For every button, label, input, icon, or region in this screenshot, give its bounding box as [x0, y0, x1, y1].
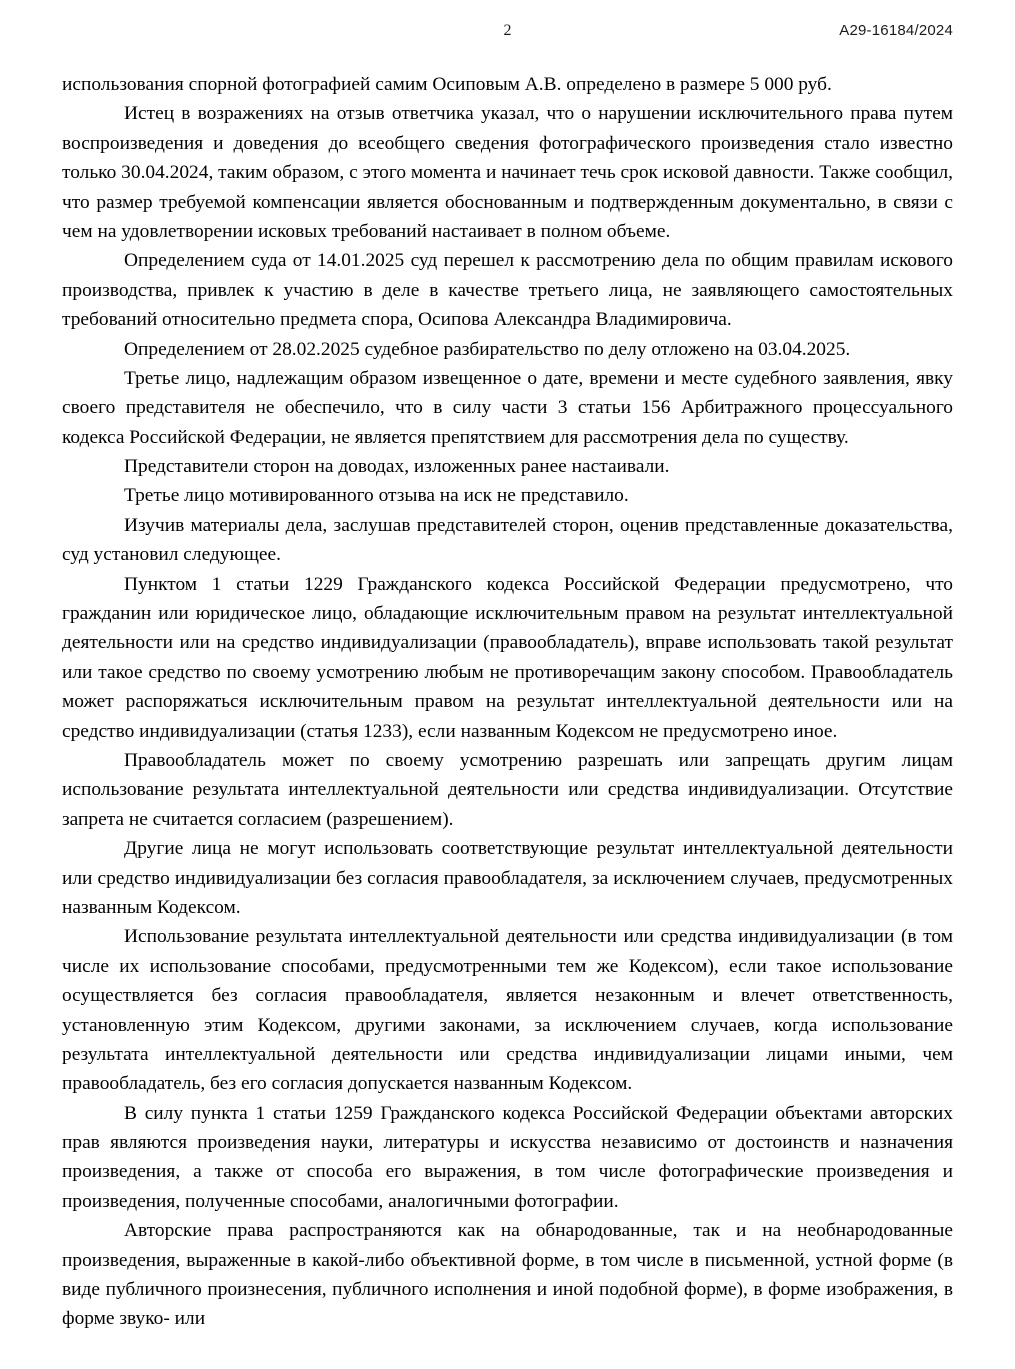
document-paragraph: Другие лица не могут использовать соответствующие результат интеллектуальной деятельности или средство индивидуализации без согласия правообладателя, за исключением случаев, предусмотренных названным Кодексом.	[62, 838, 953, 918]
document-paragraph: Представители сторон на доводах, изложенных ранее настаивали.	[124, 456, 670, 478]
document-paragraph: Использование результата интеллектуальной деятельности или средства индивидуализации (в том числе их использование способами, предусмотренными тем же Кодексом), если такое использование осуществляется без согласия правообладателя, является незаконным и влечет ответственность, установленную этим Кодексом, другими законами, за исключением случаев, когда использование результата интеллектуальной деятельности или средства индивидуализации лицами иными, чем правообладатель, без его согласия допускается названным Кодексом.	[62, 926, 953, 1095]
document-paragraph: Определением от 28.02.2025 судебное разбирательство по делу отложено на 03.04.2025.	[124, 338, 851, 360]
document-paragraph: Изучив материалы дела, заслушав представителей сторон, оценив представленные доказательства, суд установил следующее.	[62, 514, 953, 566]
document-paragraph: Третье лицо мотивированного отзыва на иск не представило.	[124, 485, 629, 507]
document-paragraph: Определением суда от 14.01.2025 суд перешел к рассмотрению дела по общим правилам искового производства, привлек к участию в деле в качестве третьего лица, не заявляющего самостоятельных требований относительно предмета спора, Осипова Александра Владимировича.	[62, 250, 953, 331]
page-header	[62, 22, 953, 56]
document-paragraph: Правообладатель может по своему усмотрению разрешать или запрещать другим лицам использование результата интеллектуальной деятельности или средства индивидуализации. Отсутствие запрета не считается согласием (разрешением).	[62, 749, 953, 830]
document-paragraph: Авторские права распространяются как на обнародованные, так и на необнародованные произведения, выраженные в какой-либо объективной форме, в том числе в письменной, устной форме (в виде публичного произнесения, публичного исполнения и иной подобной форме), в форме изображения, в форме звуко- или	[62, 1220, 953, 1330]
document-paragraph: использования спорной фотографией самим Осиповым А.В. определено в размере 5 000 руб.	[62, 74, 832, 95]
document-paragraph: Третье лицо, надлежащим образом извещенное о дате, времени и месте судебного заявления, явку своего представителя не обеспечило, что в силу части 3 статьи 156 Арбитражного процессуального кодекса Российской Федерации, не является препятствием для рассмотрения дела по существу.	[62, 367, 953, 448]
page-number: 2	[503, 22, 512, 39]
document-body	[62, 70, 953, 1334]
document-paragraph: Истец в возражениях на отзыв ответчика указал, что о нарушении исключительного права путем воспроизведения и доведения до всеобщего сведения фотографического произведения стало известно только 30.04.2024, таким образом, с этого момента и начинает течь срок исковой давности. Также сообщил, что размер требуемой компенсации является обоснованным и подтвержденным документально, в связи с чем на удовлетворении исковых требований настаивает в полном объеме.	[62, 103, 953, 242]
document-paragraph: В силу пункта 1 статьи 1259 Гражданского кодекса Российской Федерации объектами авторских прав являются произведения науки, литературы и искусства независимо от достоинств и назначения произведения, а также от способа его выражения, в том числе фотографические произведения и произведения, полученные способами, аналогичными фотографии.	[62, 1102, 953, 1212]
document-paragraph: Пунктом 1 статьи 1229 Гражданского кодекса Российской Федерации предусмотрено, что гражданин или юридическое лицо, обладающие исключительным правом на результат интеллектуальной деятельности или на средство индивидуализации (правообладатель), вправе использовать такой результат или такое средство по своему усмотрению любым не противоречащим закону способом. Правообладатель может распоряжаться исключительным правом на результат интеллектуальной деятельности или на средство индивидуализации (статья 1233), если названным Кодексом не предусмотрено иное.	[62, 573, 953, 742]
case-number: А29-16184/2024	[839, 22, 953, 39]
